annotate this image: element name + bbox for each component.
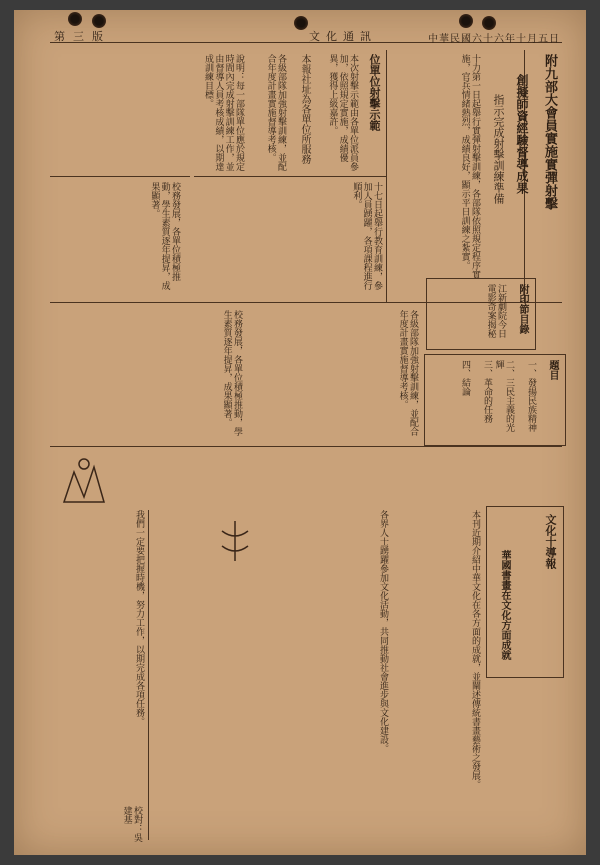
top-right-note: 指示完成射擊訓練準備 [492,94,505,204]
bottom-center-body: 各界人士踴躍參加文化活動，共同推動社會進步與文化建設。 [378,510,388,753]
binder-hole [482,16,496,30]
section-rule [50,446,562,447]
top-mid-body: 本次射擊示範由各單位派員參加，依照規定實施，成績優異，獲得上級嘉許。 [327,54,358,171]
footer-proofreader: 校對：吳建基 [121,806,142,842]
top-right-headline: 附九部大會員實施實彈射擊 [542,54,557,210]
right-col2-body: 各級部隊加強射擊訓練，並配合年度計畫實施督導考核。 [265,54,286,171]
emblem [210,516,260,566]
culture-box-label: 文化十導報 [544,514,557,569]
binder-hole [68,12,82,26]
culture-box-headline: 華國書畫在文化方面成就 [499,550,510,660]
top-right-body: 十力第一日起舉行實彈射擊訓練，各部隊依照規定程序實施，官兵情緒熱烈，成績良好，顯示平日訓練之紮實。 [459,54,480,279]
mid-left-body: 校務發展，各單位積極推動，學生素質逐年提昇，成果顯著。 [149,182,180,290]
program-box-title: 附印節目錄 [517,284,528,334]
binder-hole [294,16,308,30]
binder-hole [459,14,473,28]
notice-text: 本報社址為各單位所服務 [299,54,310,164]
agenda-title: 題目 [547,360,558,380]
bottom-right-body: 本刊近期介紹中華文化在各方面的成就，並闡述傳統書畫藝術之發展。 [470,510,480,789]
agenda-item: 三、革命的任務 [482,360,492,423]
newspaper-page [14,10,586,855]
masthead-paper-name: 文化通訊 [309,30,377,43]
column-rule [148,510,149,840]
top-mid-headline: 位單位射擊示範 [368,54,381,131]
column-rule [386,50,387,302]
top-left-body: 說明：每一部隊單位應於規定時間內完成射擊訓練工作，並由督導人員考核成績，以期達成訓練目標。 [202,54,244,171]
section-rule [50,176,190,177]
agenda-item: 一、發揚民族精神 [526,360,536,432]
illustration [54,452,114,512]
mid-row-body: 各級部隊加強射擊訓練，並配合年度計畫實施督導考核。 [397,310,418,436]
binder-hole [92,14,106,28]
agenda-item: 四、結論 [460,360,470,396]
program-box-body: 江新劇院今日電影奇案揭秘 [485,284,506,338]
mid-center-body: 十七日起舉行教育訓練，參加人員踴躍，各項課程進行順利。 [351,182,382,290]
masthead-date: 中華民國六十六年十月五日 [428,34,560,45]
section-rule [194,176,386,177]
top-right-deck: 創擬師資經驗督導成果 [515,74,529,194]
mid-row-body: 校務發展，各單位積極推動，學生素質逐年提昇，成果顯著。 [221,310,242,436]
bottom-left-body: 我們一定要把握時機，努力工作，以期完成各項任務。 [134,510,144,726]
masthead-section: 第三版 [54,30,111,43]
agenda-item: 二、三民主義的光輝 [493,360,514,432]
